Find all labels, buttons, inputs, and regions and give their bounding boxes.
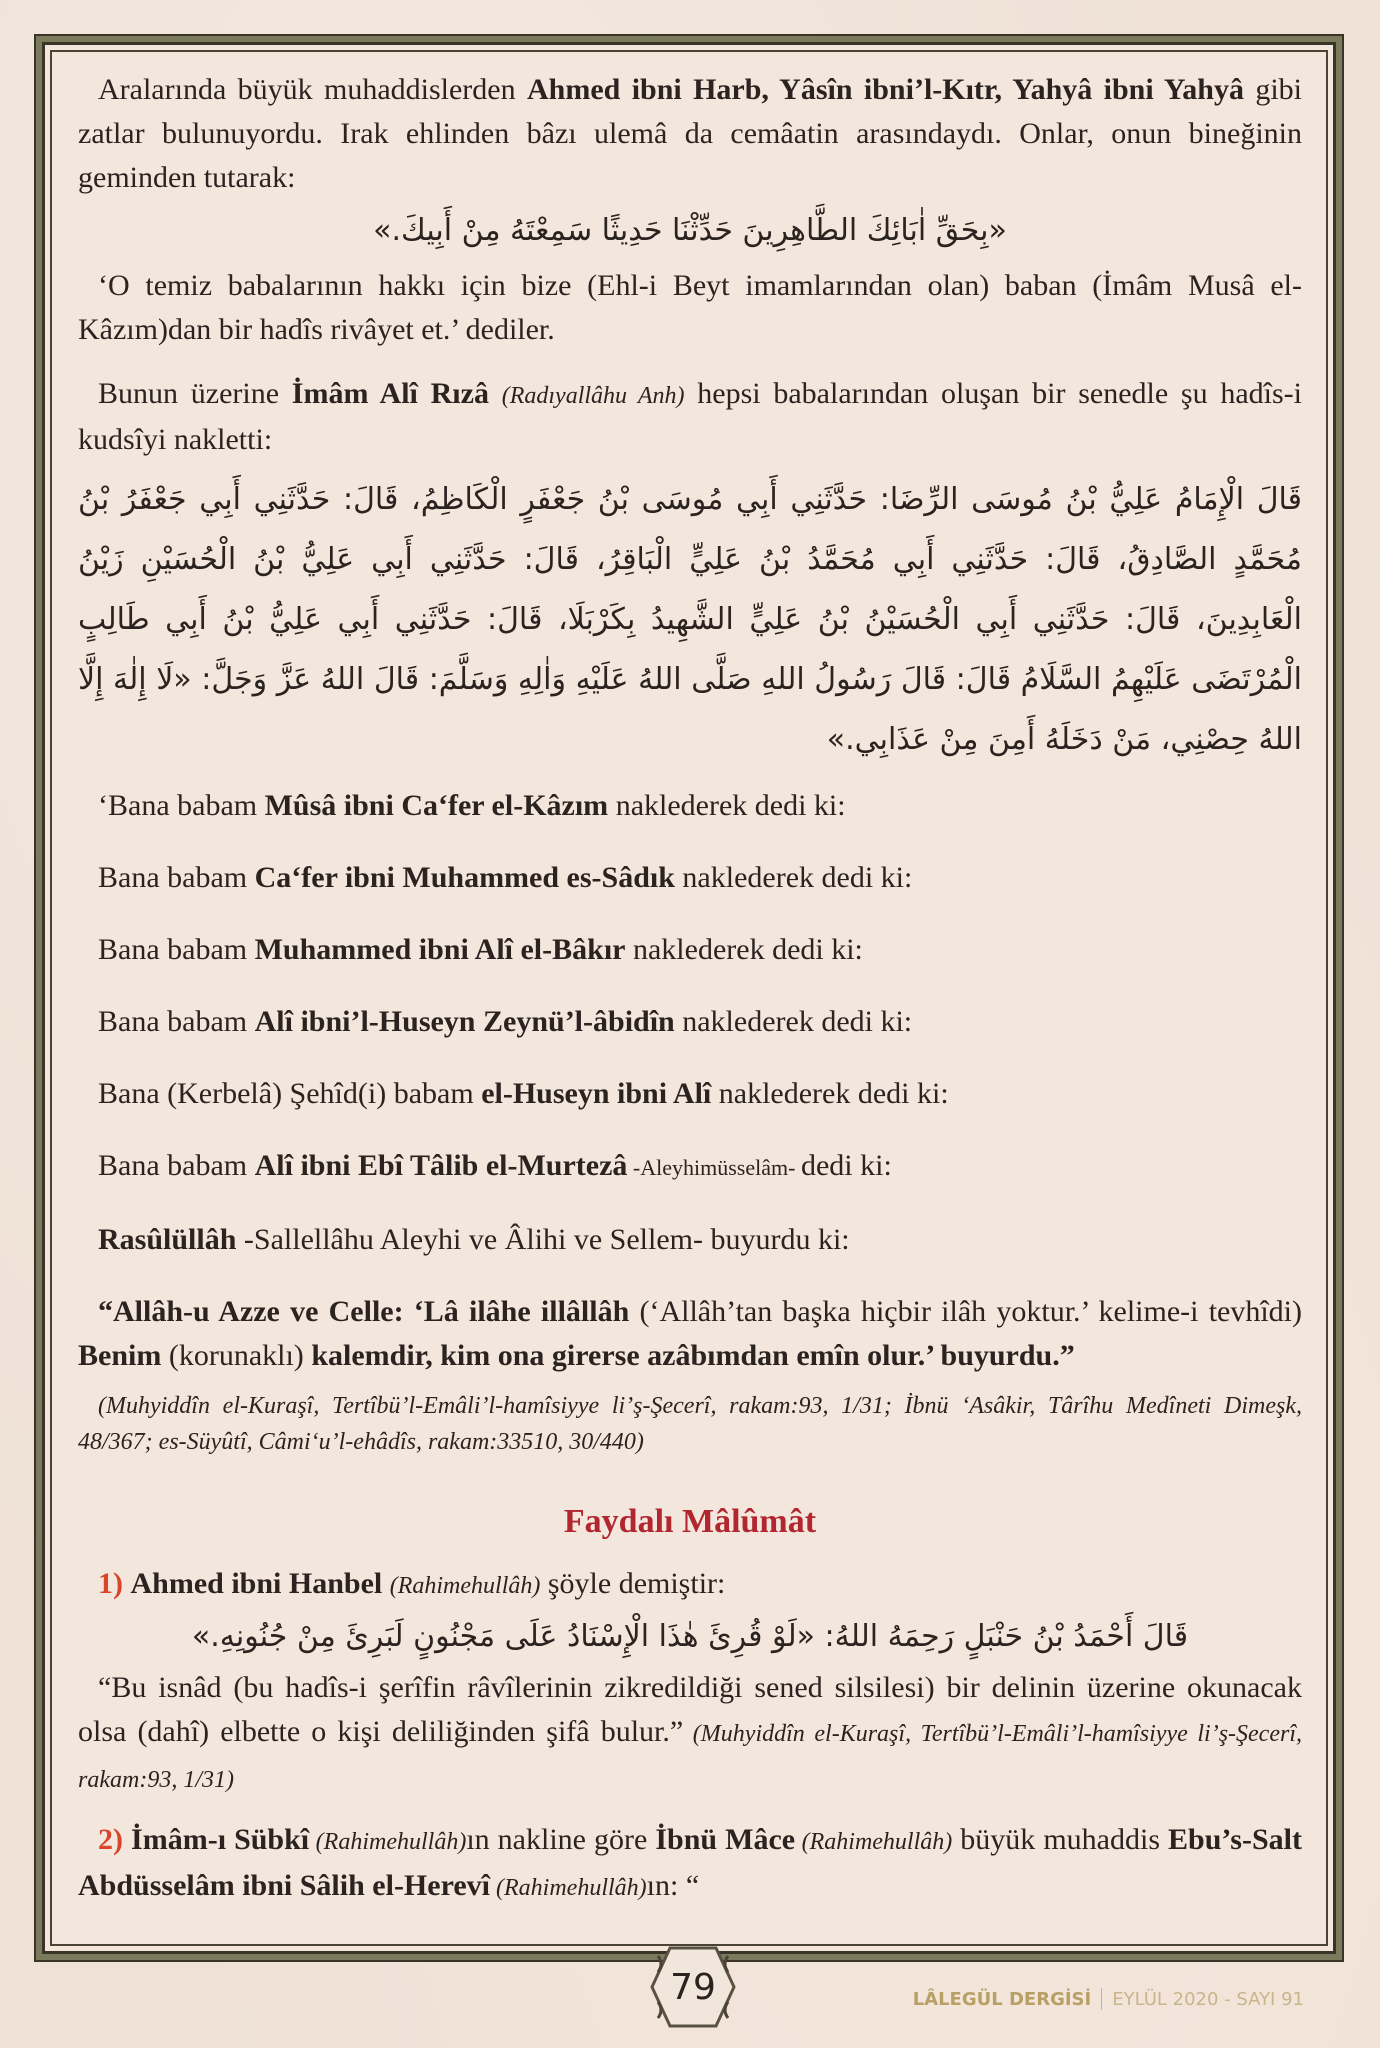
chain-item-prophet: Rasûlüllâh -Sallellâhu Aleyhi ve Âlihi ve Sellem- buyurdu ki: [98, 1223, 850, 1256]
arabic-hadith-chain: قَالَ الْإِمَامُ عَلِيُّ بْنُ مُوسَى الرِّضَا: حَدَّثَنِي أَبِي مُوسَى بْنُ جَعْفَرٍ الْكَاظِمُ، قَالَ: حَدَّثَنِي أَبِي جَعْفَرُ بْنُ مُحَمَّدٍ الصَّادِقُ، قَالَ: حَدَّثَنِي أَبِي مُحَمَّدُ بْنُ عَلِيٍّ الْبَاقِرُ، قَالَ: حَدَّثَنِي أَبِي عَلِيُّ بْنُ الْحُسَيْنِ زَيْنُ الْعَابِدِينَ، قَالَ: حَدَّثَنِي أَبِي الْحُسَيْنُ بْنُ عَلِيٍّ الشَّهِيدُ بِكَرْبَلَا، قَالَ: حَدَّثَنِي أَبِي عَلِيُّ بْنُ أَبِي طَالِبٍ الْمُرْتَضَى عَلَيْهِمُ السَّلَامُ قَالَ: قَالَ رَسُولُ اللهِ صَلَّى اللهُ عَلَيْهِ وَاٰلِهِ وَسَلَّمَ: قَالَ اللهُ عَزَّ وَجَلَّ: «لَا إِلٰهَ إِلَّا اللهُ حِصْنِي، مَنْ دَخَلَهُ أَمِنَ مِنْ عَذَابِي.» [78, 482, 1302, 757]
footer-masthead [913, 1988, 1304, 2010]
issue-info: EYLÜL 2020 - SAYI 91 [1112, 1988, 1304, 2010]
paragraph-translation: ‘O temiz babalarının hakkı için bize (Ehl-i Beyt imamlarından olan) baban (İmâm Musâ el-Kâzım)dan bir hadîs rivâyet et.’ dediler. [78, 269, 1302, 346]
info-item-1-translation: “Bu isnâd (bu hadîs-i şerîfin râvîlerinin zikredildiği sened silsilesi) bir delinin üzerine okunacak olsa (dahî) elbette o kişi deliliğinden şifâ bulur.” (Muhyiddîn el-Kuraşî, Tertîbü’l-Emâli’l-hamîsiyye li’ş-Şecerî, rakam:93, 1/31) [78, 1671, 1302, 1793]
chain-item: Bana babam Alî ibni’l-Huseyn Zeynü’l-âbidîn naklederek dedi ki: [98, 1005, 913, 1038]
info-item-2: 2) İmâm-ı Sübkî (Rahimehullâh)ın nakline göre İbnü Mâce (Rahimehullâh) büyük muhaddis Ebu’s-Salt Abdüsselâm ibni Sâlih el-Herevî (Rahimehullâh)ın: “ [78, 1823, 1302, 1902]
chain-item: ‘Bana babam Mûsâ ibni Ca‘fer el-Kâzım naklederek dedi ki: [98, 789, 846, 822]
page-number: 79 [648, 1942, 738, 2032]
chain-item: Bana (Kerbelâ) Şehîd(i) babam el-Huseyn ibni Alî naklederek dedi ki: [98, 1077, 949, 1110]
reference-citation: (Muhyiddîn el-Kuraşî, Tertîbü’l-Emâli’l-hamîsiyye li’ş-Şecerî, rakam:93, 1/31; İbnü ‘Asâkir, Târîhu Medîneti Dimeşk, 48/367; es-Süyûtî, Câmi‘u’l-ehâdîs, rakam:33510, 30/440) [78, 1393, 1302, 1455]
paragraph-imam-ali-riza: Bunun üzerine İmâm Alî Rızâ (Radıyallâhu Anh) hepsi babalarından oluşan bir senedle şu hadîs-i kudsîyi nakletti: [78, 377, 1303, 456]
paragraph-intro: Aralarında büyük muhaddislerden Ahmed ibni Harb, Yâsîn ibni’l-Kıtr, Yahyâ ibni Yahyâ gibi zatlar bulunuyordu. Irak ehlinden bâzı ulemâ da cemâatin arasındaydı. Onlar, onun bineğinin geminden tutarak: [78, 73, 1302, 194]
chain-item: Bana babam Ca‘fer ibni Muhammed es-Sâdık naklederek dedi ki: [98, 861, 913, 894]
article-body [78, 68, 1302, 1910]
section-title: Faydalı Mâlûmât [563, 1503, 817, 1540]
arabic-quote-1: «بِحَقِّ اٰبَائِكَ الطَّاهِرِينَ حَدِّثْنَا حَدِيثًا سَمِعْتَهُ مِنْ أَبِيكَ.» [373, 213, 1007, 248]
hadith-quote: “Allâh-u Azze ve Celle: ‘Lâ ilâhe illâllâh (‘Allâh’tan başka hiçbir ilâh yoktur.’ kelime-i tevhîdi) Benim (korunaklı) kalemdir, kim ona girerse azâbımdan emîn olur.’ buyurdu.” [78, 1295, 1302, 1372]
narration-chain [98, 784, 1302, 1262]
magazine-name: LÂLEGÜL DERGİSİ [912, 1988, 1092, 2010]
divider [1101, 1988, 1102, 2010]
info-item-1: 1) Ahmed ibni Hanbel (Rahimehullâh) şöyle demiştir: [98, 1567, 726, 1600]
arabic-quote-hanbel: قَالَ أَحْمَدُ بْنُ حَنْبَلٍ رَحِمَهُ اللهُ: «لَوْ قُرِئَ هٰذَا الْإِسْنَادُ عَلَى مَجْنُونٍ لَبَرِئَ مِنْ جُنُونِهِ.» [191, 1619, 1189, 1654]
chain-item: Bana babam Alî ibni Ebî Tâlib el-Murtezâ -Aleyhimüsselâm- dedi ki: [98, 1149, 892, 1182]
chain-item: Bana babam Muhammed ibni Alî el-Bâkır naklederek dedi ki: [98, 933, 863, 966]
